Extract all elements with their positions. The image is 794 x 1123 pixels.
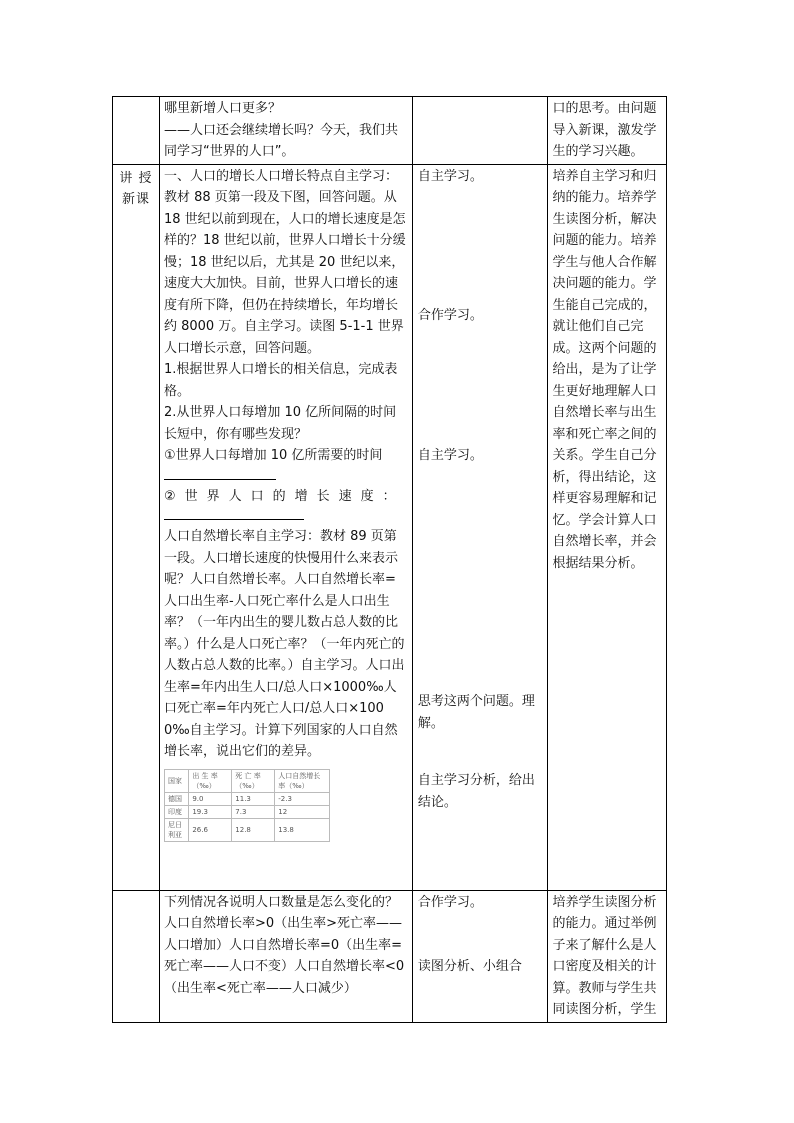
mini-cell: 德国: [164, 792, 188, 805]
student-text: 自主学习分析，给出结论。: [417, 773, 535, 810]
mini-cell: 9.0: [189, 792, 232, 805]
intent-text: 培养学生读图分析的能力。通过举例子来了解什么是人口密度及相关的计算。教师与学生共同读图分析，学生: [552, 894, 657, 1017]
mini-header-cell: 国家: [164, 769, 188, 792]
student-text: 合作学习。: [417, 894, 483, 910]
mini-table-row: [164, 805, 329, 818]
mini-table-header: [164, 769, 329, 792]
mini-cell: 印度: [164, 805, 188, 818]
mini-cell: 尼日利亚: [164, 818, 188, 841]
student-text: 自主学习。: [417, 447, 483, 463]
mini-header-cell: 死 亡 率（‰）: [232, 769, 275, 792]
design-intent-cell: [548, 97, 667, 165]
design-intent-cell: [548, 890, 667, 1022]
mini-cell: 13.8: [275, 818, 330, 841]
mini-header-cell: 人口自然增长率（‰）: [275, 769, 330, 792]
mini-cell: 12.8: [232, 818, 275, 841]
birth-death-rate-table: [164, 769, 330, 842]
category-cell: [113, 97, 160, 165]
content-text: 1.根据世界人口增长的相关信息，完成表格。: [163, 362, 398, 399]
student-activity-cell: [412, 97, 548, 165]
content-text: 人口自然增长率自主学习：教材 89 页第一段。人口增长速度的快慢用什么来表示呢？人口自然增长率。人口自然增长率=人口出生率-人口死亡率什么是人口出生率？（一年内出生的婴儿数占总人数的比率。）什么是人口死亡率？（一年内死亡的人数占总人数的比率。）自主学习。人口出生率=年内出生人口/总人口×1000‰人口死亡率=年内死亡人口/总人口×1000‰自主学习。计算下列国家的人口自然增长率，说出它们的差异。: [163, 529, 405, 759]
content-text: 一、人口的增长人口增长特点自主学习：教材 88 页第一段及下图，回答问题。从 18 世纪以前到现在，人口的增长速度是怎样的？18 世纪以前，世界人口增长十分缓慢；18 世纪以后，尤其是 20 世纪以来，速度大大加快。目前，世界人口增长的速度有所下降，但仍在持续增长，年均增长约 8000 万。自主学习。读图 5-1-1 世界人口增长示意，回答问题。: [163, 168, 406, 356]
content-text: ②世界人口的增长速度：: [163, 488, 405, 504]
mini-table-row: [164, 792, 329, 805]
student-activity-cell: [412, 164, 548, 890]
student-text: 合作学习。: [417, 308, 483, 323]
content-cell: [159, 97, 412, 165]
content-text: 2.从世界人口每增加 10 亿所间隔的时间长短中，你有哪些发现？: [163, 405, 397, 442]
mini-cell: 12: [275, 805, 330, 818]
mini-cell: 11.3: [232, 792, 275, 805]
design-intent-cell: [548, 164, 667, 890]
table-row: [113, 890, 667, 1022]
table-row: [113, 164, 667, 890]
category-cell: 讲 授 新课: [113, 164, 160, 890]
content-text: 下列情况各说明人口数量是怎么变化的？人口自然增长率>0（出生率>死亡率——人口增加）人口自然增长率=0（出生率=死亡率——人口不变）人口自然增长率<0（出生率<死亡率——人口减少）: [163, 894, 405, 996]
lesson-plan-table: [112, 96, 667, 1023]
table-row: [113, 97, 667, 165]
content-text: 哪里新增人口更多？: [163, 101, 281, 116]
content-text: ①世界人口每增加 10 亿所需要的时间: [163, 448, 383, 463]
answer-blank[interactable]: [164, 507, 304, 520]
student-text: 自主学习。: [417, 168, 483, 184]
content-cell: [159, 890, 412, 1022]
student-text: 思考这两个问题。理解。: [417, 694, 535, 731]
category-cell: [113, 890, 160, 1022]
answer-blank[interactable]: [164, 467, 276, 480]
content-text: ——人口还会继续增长吗？今天，我们共同学习“世界的人口”。: [163, 122, 398, 159]
mini-table-row: [164, 818, 329, 841]
student-activity-cell: [412, 890, 548, 1022]
student-text: 读图分析、小组合: [417, 959, 522, 974]
mini-header-cell: 出 生 率（‰）: [189, 769, 232, 792]
intent-text: 口的思考。由问题导入新课，激发学生的学习兴趣。: [552, 101, 657, 159]
content-cell: [159, 164, 412, 890]
mini-cell: 7.3: [232, 805, 275, 818]
intent-text: 培养自主学习和归纳的能力。培养学生读图分析，解决问题的能力。培养学生与他人合作解决问题的能力。学生能自己完成的，就让他们自己完成。这两个问题的给出，是为了让学生更好地理解人口自然增长率与出生率和死亡率之间的关系。学生自己分析，得出结论，这样更容易理解和记忆。学会计算人口自然增长率，并会根据结果分析。: [552, 168, 657, 571]
mini-cell: 26.6: [189, 818, 232, 841]
mini-cell: -2.3: [275, 792, 330, 805]
mini-cell: 19.3: [189, 805, 232, 818]
